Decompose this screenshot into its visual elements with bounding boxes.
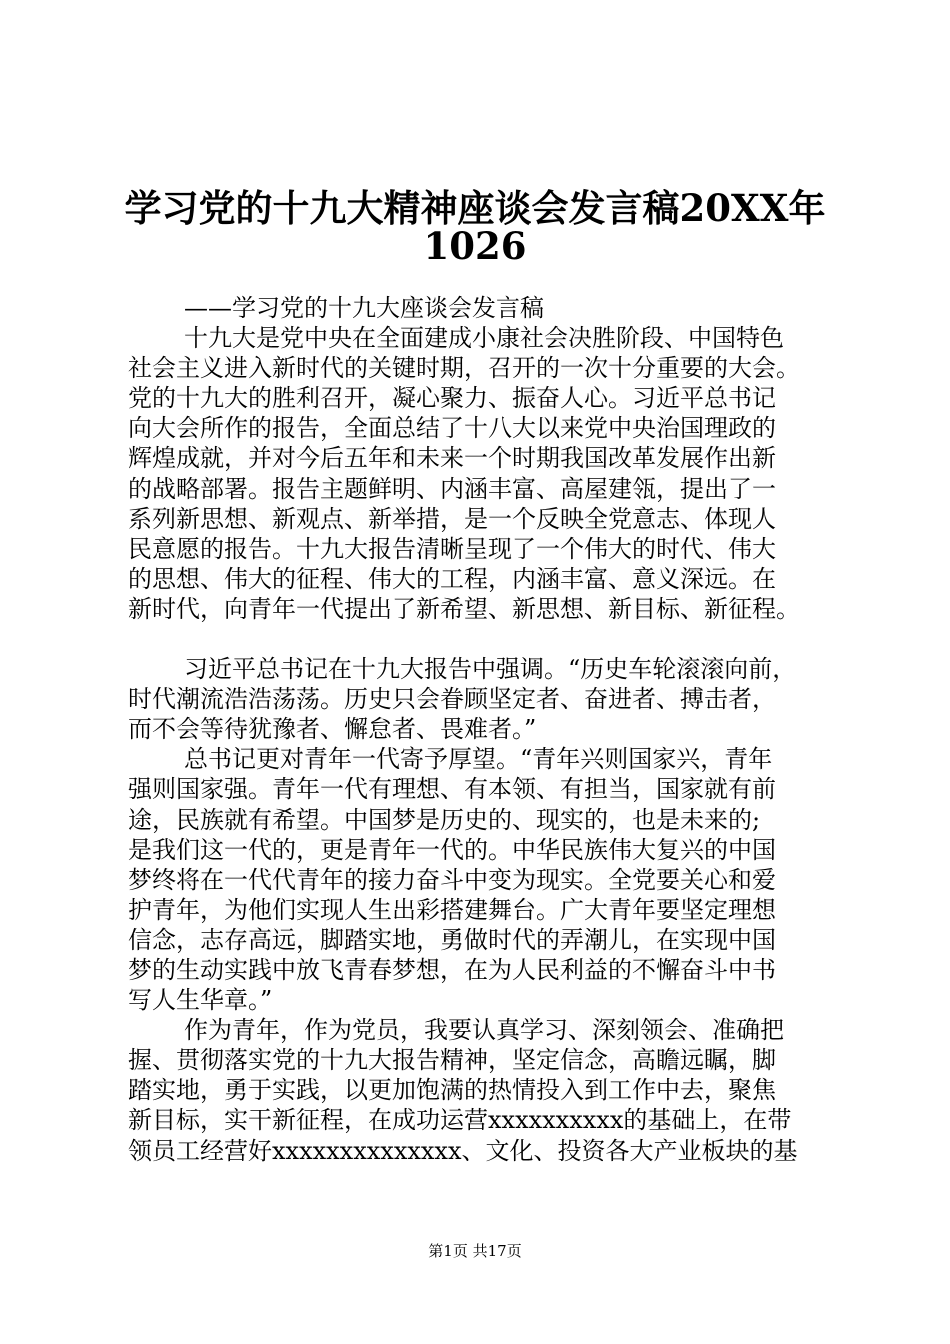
body-line: 社会主义进入新时代的关键时期，召开的一次十分重要的大会。	[128, 354, 800, 383]
body-line: 信念，志存高远，脚踏实地，勇做时代的弄潮儿，在实现中国	[128, 925, 776, 954]
body-line: 总书记更对青年一代寄予厚望。“青年兴则国家兴，青年	[184, 745, 773, 774]
document-title-line-1: 学习党的十九大精神座谈会发言稿20XX年	[124, 186, 826, 230]
body-line: 梦终将在一代代青年的接力奋斗中变为现实。全党要关心和爱	[128, 865, 776, 894]
body-line: 写人生华章。”	[128, 986, 273, 1015]
body-line: 的战略部署。报告主题鲜明、内涵丰富、高屋建瓴，提出了一	[128, 474, 776, 503]
body-line: 辉煌成就，并对今后五年和未来一个时期我国改革发展作出新	[128, 444, 776, 473]
body-line: 握、贯彻落实党的十九大报告精神，坚定信念，高瞻远瞩，脚	[128, 1046, 776, 1075]
body-line: 护青年，为他们实现人生出彩搭建舞台。广大青年要坚定理想	[128, 895, 776, 924]
body-line: 习近平总书记在十九大报告中强调。“历史车轮滚滚向前，	[184, 655, 797, 684]
body-line: 时代潮流浩浩荡荡。历史只会眷顾坚定者、奋进者、搏击者，	[128, 685, 776, 714]
document-body	[128, 293, 840, 1166]
body-line: 党的十九大的胜利召开，凝心聚力、振奋人心。习近平总书记	[128, 384, 776, 413]
body-line: 途，民族就有希望。中国梦是历史的、现实的，也是未来的;	[128, 805, 761, 834]
body-line: 新目标，实干新征程，在成功运营xxxxxxxxxx的基础上，在带	[128, 1106, 792, 1135]
body-line: 是我们这一代的，更是青年一代的。中华民族伟大复兴的中国	[128, 835, 776, 864]
body-line: 十九大是党中央在全面建成小康社会决胜阶段、中国特色	[184, 324, 784, 353]
page-footer: 第1页 共17页	[428, 1242, 522, 1260]
body-line: 民意愿的报告。十九大报告清晰呈现了一个伟大的时代、伟大	[128, 534, 776, 563]
document-title-line-2: 1026	[423, 224, 527, 268]
body-line: 而不会等待犹豫者、懈怠者、畏难者。”	[128, 715, 537, 744]
body-line: 强则国家强。青年一代有理想、有本领、有担当，国家就有前	[128, 775, 776, 804]
blank-line	[128, 624, 840, 654]
body-line: 踏实地，勇于实践，以更加饱满的热情投入到工作中去，聚焦	[128, 1076, 776, 1105]
body-line: 系列新思想、新观点、新举措，是一个反映全党意志、体现人	[128, 504, 776, 533]
body-line: 梦的生动实践中放飞青春梦想，在为人民利益的不懈奋斗中书	[128, 955, 776, 984]
body-line: 向大会所作的报告，全面总结了十八大以来党中央治国理政的	[128, 414, 776, 443]
body-line: 新时代，向青年一代提出了新希望、新思想、新目标、新征程。	[128, 594, 800, 623]
body-line: ——学习党的十九大座谈会发言稿	[184, 294, 544, 322]
body-line: 领员工经营好xxxxxxxxxxxxxx、文化、投资各大产业板块的基	[128, 1136, 798, 1165]
body-line: 作为青年，作为党员，我要认真学习、深刻领会、准确把	[184, 1016, 784, 1045]
body-line: 的思想、伟大的征程、伟大的工程，内涵丰富、意义深远。在	[128, 564, 776, 593]
